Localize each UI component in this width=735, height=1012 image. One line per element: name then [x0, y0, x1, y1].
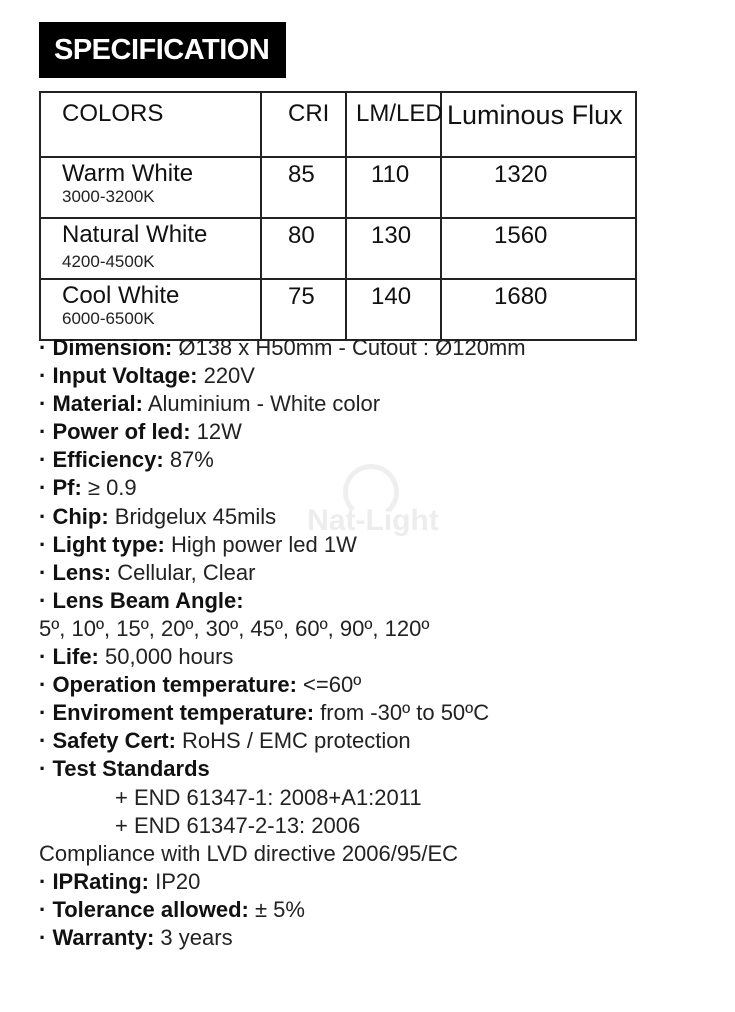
color-range: 3000-3200K — [62, 187, 155, 206]
spec-value: 220V — [197, 363, 255, 389]
spec-list — [39, 334, 719, 952]
table-row — [40, 218, 636, 279]
spec-value: High power led 1W — [164, 531, 357, 557]
spec-line — [39, 727, 719, 755]
spec-label: · Input Voltage: — [39, 363, 198, 389]
spec-line — [39, 784, 719, 812]
spec-value: <=60º — [296, 672, 362, 698]
spec-line — [39, 699, 719, 727]
lm-value: 110 — [346, 157, 441, 218]
spec-line — [39, 924, 719, 952]
spec-value: IP20 — [149, 868, 201, 894]
header-cri: CRI — [261, 92, 346, 157]
spec-label: · Enviroment temperature: — [39, 700, 315, 726]
flux-value: 1560 — [441, 218, 636, 279]
spec-line — [39, 474, 719, 502]
cri-value: 85 — [261, 157, 346, 218]
spec-label: · Light type: — [39, 531, 165, 557]
color-cell — [40, 218, 261, 279]
spec-label: · Safety Cert: — [39, 728, 176, 754]
header-lm-led: LM/LED — [346, 92, 441, 157]
spec-value: 50,000 hours — [98, 644, 234, 670]
flux-value: 1680 — [441, 279, 636, 340]
color-name: Warm White — [62, 160, 194, 187]
spec-label: · Lens: — [39, 559, 112, 585]
spec-label: · Operation temperature: — [39, 672, 297, 698]
spec-label: · Efficiency: — [39, 447, 164, 473]
table-header-row — [40, 92, 636, 157]
spec-value: ± 5% — [248, 896, 305, 922]
spec-label: · Tolerance allowed: — [39, 896, 249, 922]
spec-value: Bridgelux 45mils — [108, 503, 277, 529]
spec-line — [39, 868, 719, 896]
spec-value: Aluminium - White color — [142, 391, 381, 417]
spec-line — [39, 418, 719, 446]
spec-label: · Material: — [39, 391, 143, 417]
spec-value: RoHS / EMC protection — [175, 728, 411, 754]
lm-value: 140 — [346, 279, 441, 340]
spec-line — [39, 896, 719, 924]
spec-value: Cellular, Clear — [111, 559, 256, 585]
color-range: 6000-6500K — [62, 309, 155, 328]
spec-line — [39, 643, 719, 671]
spec-value: 3 years — [154, 924, 233, 950]
spec-line — [39, 671, 719, 699]
spec-line — [39, 334, 719, 362]
header-luminous-flux: Luminous Flux — [441, 92, 636, 157]
spec-value: ≥ 0.9 — [81, 475, 137, 501]
spec-value: 12W — [190, 419, 242, 445]
spec-value: Ø138 x H50mm - Cutout : Ø120mm — [172, 335, 526, 360]
spec-line — [39, 840, 719, 868]
spec-line — [39, 615, 719, 643]
spec-label: · Dimension: — [39, 335, 173, 360]
spec-label: · Chip: — [39, 503, 109, 529]
spec-line — [39, 755, 719, 783]
spec-line — [39, 503, 719, 531]
table-row — [40, 279, 636, 340]
spec-line — [39, 587, 719, 615]
spec-line — [39, 812, 719, 840]
spec-line — [39, 390, 719, 418]
cri-value: 75 — [261, 279, 346, 340]
spec-value: 5º, 10º, 15º, 20º, 30º, 45º, 60º, 90º, 120º — [39, 615, 430, 641]
color-name: Cool White — [62, 282, 180, 309]
spec-value: 87% — [163, 447, 214, 473]
spec-label: · Life: — [39, 644, 99, 670]
spec-line — [39, 559, 719, 587]
spec-line — [39, 362, 719, 390]
spec-table — [39, 91, 637, 341]
spec-label: · Power of led: — [39, 419, 191, 445]
spec-label: · IPRating: — [39, 868, 149, 894]
lm-value: 130 — [346, 218, 441, 279]
header-colors: COLORS — [40, 92, 261, 157]
color-cell — [40, 279, 261, 340]
spec-label: · Test Standards — [39, 756, 210, 782]
flux-value: 1320 — [441, 157, 636, 218]
spec-line — [39, 531, 719, 559]
table-row — [40, 157, 636, 218]
spec-value: + END 61347-2-13: 2006 — [115, 812, 361, 838]
spec-line — [39, 446, 719, 474]
page-title — [39, 22, 286, 78]
spec-value: Compliance with LVD directive 2006/95/EC — [39, 840, 459, 866]
watermark-text: Nat-Light — [307, 504, 439, 537]
page-title-text: SPECIFICATION — [54, 33, 270, 66]
spec-label: · Warranty: — [39, 924, 155, 950]
spec-value: from -30º to 50ºC — [314, 700, 490, 726]
color-range: 4200-4500K — [62, 252, 155, 271]
spec-label: · Lens Beam Angle: — [39, 587, 244, 613]
spec-label: · Pf: — [39, 475, 82, 501]
color-name: Natural White — [62, 221, 208, 248]
color-cell — [40, 157, 261, 218]
cri-value: 80 — [261, 218, 346, 279]
spec-value: + END 61347-1: 2008+A1:2011 — [115, 784, 422, 810]
